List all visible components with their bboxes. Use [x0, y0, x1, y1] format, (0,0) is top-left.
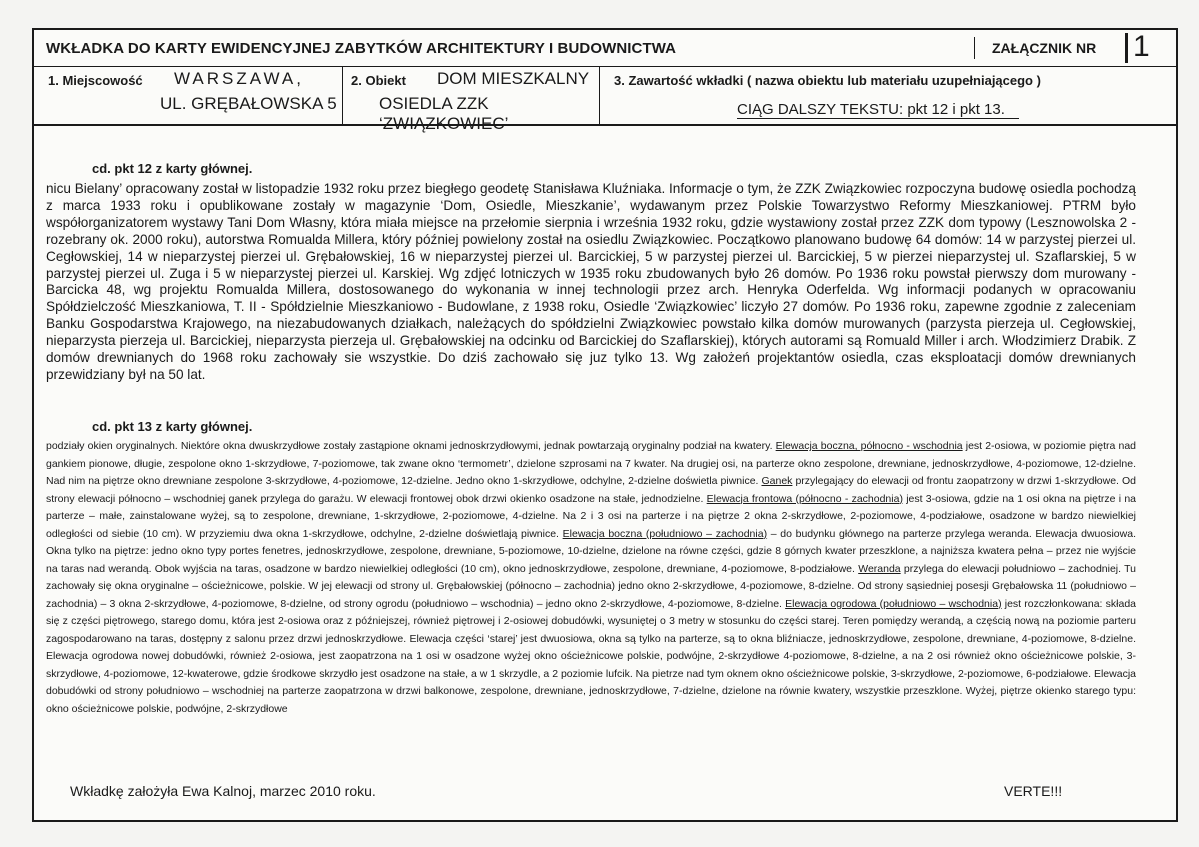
section-13-text: [46, 438, 1136, 718]
meta-fields-row: [34, 67, 1176, 133]
attachment-label: ZAŁĄCZNIK NR: [992, 40, 1097, 56]
section-13-heading: cd. pkt 13 z karty głównej.: [92, 419, 253, 434]
locality-field: [34, 67, 343, 124]
content-field: [600, 67, 1176, 124]
heading-elevation-side-ne: Elewacja boczna, północno - wschodnia: [775, 440, 963, 452]
text-run: jest rozczłonkowana: składa się z części piętrowego, starego domu, która jest 2-osiowa oraz z późniejszej, również piętrowej i 2-osiowej dobudówki, wysuniętej o 3 metry w stosunku do części starej. Teren pomiędzy werandą, a częścią nową na poziomie parteru zagospodarowano na taras, dostępny z salonu przez drzwi jednoskrzydłowe. Elewacja części ‘starej’ jest dwuosiowa, okna są tylko na parterze, są to okna bliźniacze, jednoskrzydłowe, zespolone, drewniane, 4-poziomowe, 8-dzielne. Elewacja ogrodowa nowej dobudówki, również 2-osiowa, jest zaopatrzona na 1 osi w osadzone wyżej okno ościeżnicowe polskie, podwójne, 2-skrzydłowe 4-poziomowe, 8-dzielne, a na 2 osi również okno ościeżnicowe polskie, 3-skrzydłowe, 4-poziomowe, 12-kwaterowe, gdzie środkowe skrzydło jest osadzone na stałe, a w 1 skrzydle, a 2 poziomie lufcik. Na pietrze nad tym oknem okno ościeżnicowe polskie, 3-skrzydłowe, 2-poziomowe, 6-podziałowe. Elewacja dobudówki od strony południowo – wschodniej na parterze zaopatrzona w drzwi balkonowe, zespolone, drewniane, jednoskrzydłowe, 7-dzielne, dzielone na równie kwatery, wszystkie przeszklone. Wyżej, piętrze okienko starego typu: okno ościeżnicowe polskie, podwójne, 2-skrzydłowe: [46, 597, 1137, 715]
text-run: jest 2-osiowa, w poziomie piętra nad gankiem pionowe, długie, zespolone okno 1-skrzydłowe, 7-poziomowe, tak zwane okno ‘termometr’, dzielone szprosami na 7 kwater. Na drugiej osi, na parterze okno zespolone, drewniane, jednoskrzydłowe, 4-poziomowe, 12-dzielne. Nad nim na piętrze okno drewniane zespolone 3-skrzydłowe, 4-poziomowe, 12-dzielne. Jedno okno 1-skrzydłowe, odchylne, 2-dzielne doświetla piwnice.: [46, 440, 1136, 487]
object-label: 2. Obiekt: [351, 73, 406, 88]
section-12-text: nicu Bielany’ opracowany został w listopadzie 1932 roku przez biegłego geodetę Stanisława Kluźniaka. Informacje o tym, że ZZK Związkowiec rozpoczyna budowę osiedla pochodzą z marca 1933 roku i opublikowane zostały w magazynie ‘Dom, Osiedle, Mieszkanie’, wydawanym przez Polskie Towarzystwo Reformy Mieszkaniowej. PTRM było współorganizatorem wystawy Tani Dom Własny, która miała miejsce na przełomie sierpnia i września 1932 roku, gdzie wystawiony został przez ZZK dom typowy (Lesznowolska 2 - rozebrany ok. 2000 roku), autorstwa Romualda Millera, który później powielony został na osiedlu Związkowiec. Początkowo planowano budowę 64 domów: 14 w parzystej pierzei ul. Cegłowskiej, 14 w nieparzystej pierzei ul. Grębałowskiej, 16 w nieparzystej pierzei ul. Barcickiej, 5 w parzystej pierzei ul. Barcickiej, 5 w pierzei nieparzystej ul. Szaflarskiej, 5 w parzystej pierzei ul. Zuga i 5 w nieparzystej pierzei ul. Karskiej. Wg zdjęć lotniczych w 1935 roku zbudowanych było 26 domów. Po 1936 roku powstał pierwszy dom murowany - Barcicka 48, wg projektu Romualda Millera, dostosowanego do wykonania w innej technologii przez arch. Henryka Oderfelda. Wg informacji podanych w opracowaniu Spółdzielczość Mieszkaniowa, T. II - Spółdzielnie Mieszkaniowo - Budowlane, z 1938 roku, Osiedle ‘Związkowiec’ liczyło 27 domów. Po 1936 roku, zapewne zgodnie z zaleceniam Banku Gospodarstwa Krajowego, na niezabudowanych działkach, należących do spółdzielni Związkowiec powstało kilka domów murowanych (parzysta pierzeja ul. Cegłowskiej, nieparzysta pierzeja ul. Barcickiej, nieparzysta pierzeja ul. Grębałowskiej na odcinku od Barcickiej do Szaflarskiej), których autorami są Romuald Miller i arch. Włodzimierz Drabik. Z domów drewnianych do 1968 roku zachowały sie wszystkie. Do dziś zachowało się juz tylko 13. Wg założeń projektantów osiedla, czas eksploatacji domów drewnianych przewidziany był na 50 lat.: [46, 181, 1136, 382]
author-note: Wkładkę założyła Ewa Kalnoj, marzec 2010 roku.: [70, 783, 376, 799]
verte-note: VERTE!!!: [1004, 783, 1063, 799]
object-field: [343, 67, 600, 133]
text-run: przylegający do elewacji od frontu zaopatrzony w drzwi 1-skrzydłowe. Od strony elewacji północno – wschodniej ganek przylega do garażu. W elewacji frontowej obok drzwi okienko osadzone na stałe, jednodzielne.: [46, 475, 1136, 505]
attachment-number: 1: [1133, 30, 1150, 63]
header-divider-bold: [1125, 33, 1128, 63]
heading-elevation-side-sw: Elewacja boczna (południowo – zachodnia): [562, 527, 768, 540]
heading-porch: Ganek: [761, 475, 793, 487]
text-run: podziały okien oryginalnych. Niektóre okna dwuskrzydłowe zostały zastąpione oknami jednoskrzydłowymi, jednak powtarzają oryginalny podział na kwatery.: [46, 440, 776, 452]
sheet-header: [34, 30, 1176, 67]
heading-veranda: Weranda: [858, 562, 901, 575]
locality-city: WARSZAWA,: [174, 69, 304, 88]
heading-elevation-front: Elewacja frontowa (północno - zachodnia): [706, 492, 903, 505]
text-run: jest 3-osiowa, gdzie na 1 osi okna na piętrze i na parterze – małe, zainstalowane wyżej, są to zespolone, drewniane, 1-skrzydłowe, 2-poziomowe, 4-dzielne. Na 2 i 3 osi na parterze i na piętrze 2 okna 2-skrzydłowe, 2-poziomowe, 4-podziałowe, osadzone w bardzo niewielkiej odległości od siebie (10 cm). W przyziemiu dwa okna 1-skrzydłowe, odchylne, 2-dzielne doświetlają piwnice.: [46, 492, 1136, 540]
text-run: przylega do elewacji południowo – zachodniej. Tu zachowały się okna oryginalne – ościeżnicowe, polskie. W jej elewacji od strony ul. Grębałowskiej (północno – zachodnia) jedno okno 2-skrzydłowe, 4-poziomowe, 8-dzielne. Od strony sąsiedniej posesji Grębałowska 11 (południowo – zachodnia) – 3 okna 2-skrzydłowe, 4-poziomowe, 8-dzielne, od strony ogrodu (południowo – wschodnia) – jedno okno 2-skrzydłowe, 4-poziomowe, 8-dzielne.: [46, 562, 1136, 610]
object-estate: OSIEDLA ZZK ‘ZWIĄZKOWIEC’: [379, 94, 509, 133]
locality-street: UL. GRĘBAŁOWSKA 5: [160, 94, 337, 113]
sheet-title: WKŁADKA DO KARTY EWIDENCYJNEJ ZABYTKÓW ARCHITEKTURY I BUDOWNICTWA: [46, 40, 677, 57]
header-divider: [974, 37, 975, 59]
inventory-sheet: [32, 28, 1178, 822]
content-value: CIĄG DALSZY TEKSTU: pkt 12 i pkt 13.: [737, 101, 1019, 119]
object-name: DOM MIESZKALNY: [437, 69, 590, 88]
locality-label: 1. Miejscowość: [48, 73, 143, 88]
heading-elevation-garden: Elewacja ogrodowa (południowo – wschodnia): [785, 597, 1002, 610]
text-run: – do budynku głównego na parterze przylega weranda. Elewacja dwuosiowa. Okna tylko na piętrze: jedno okno typy portes fenetres, jednoskrzydłowe, zespolone, drewniane, 5-poziomowe, 10-dzielne, dzielone na równe części, gdzie 8 górnych kwater przeszklone, a najniższa kwatera pełna – przez nie wyjście na taras nad werandą. Obok wyjścia na taras, osadzone w bardzo niewielkiej odległości (10 cm), okno jednoskrzydłowe, zespolone, drewniane, 4-poziomowe, 8-podziałowe.: [46, 527, 1136, 575]
section-12-heading: cd. pkt 12 z karty głównej.: [92, 161, 253, 176]
content-label: 3. Zawartość wkładki ( nazwa obiektu lub materiału uzupełniającego ): [614, 73, 1041, 88]
